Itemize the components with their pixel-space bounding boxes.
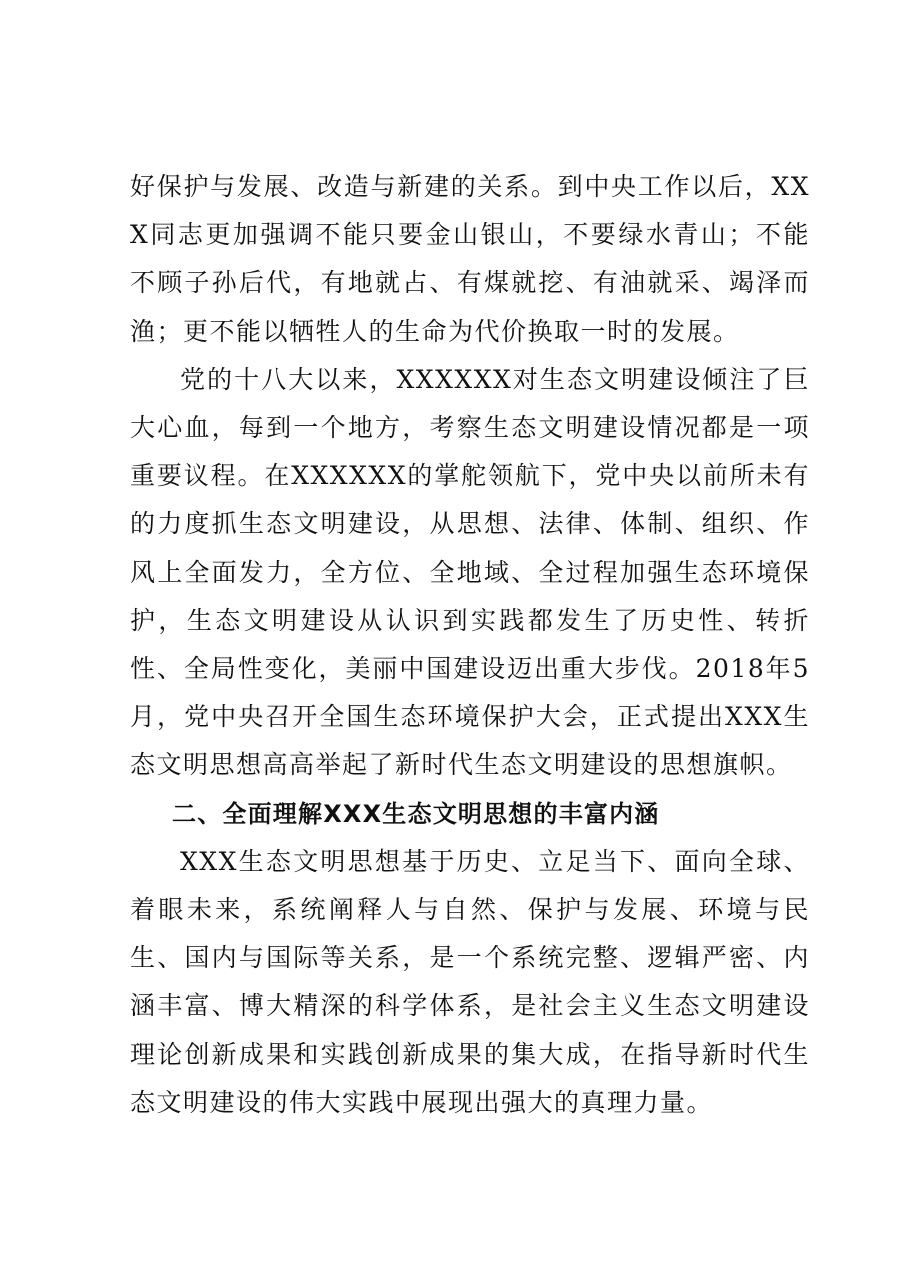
document-body <box>130 163 810 1127</box>
paragraph-continuation: 好保护与发展、改造与新建的关系。到中央工作以后，XXX同志更加强调不能只要金山银山，不要绿水青山；不能不顾子孙后代，有地就占、有煤就挖、有油就采、竭泽而渔；更不能以牺牲人的生命为代价换取一时的发展。 <box>130 172 810 346</box>
section-heading: 二、全面理解XXX生态文明思想的丰富内涵 <box>172 799 660 828</box>
paragraph-section-body: XXX生态文明思想基于历史、立足当下、面向全球、着眼未来，系统阐释人与自然、保护与发展、环境与民生、国内与国际等关系，是一个系统完整、逻辑严密、内涵丰富、博大精深的科学体系，是社会主义生态文明建设理论创新成果和实践创新成果的集大成，在指导新时代生态文明建设的伟大实践中展现出强大的真理力量。 <box>130 846 810 1117</box>
paragraph-eighteenth-congress: 党的十八大以来，XXXXXX对生态文明建设倾注了巨大心血，每到一个地方，考察生态文明建设情况都是一项重要议程。在XXXXXX的掌舵领航下，党中央以前所未有的力度抓生态文明建设，从思想、法律、体制、组织、作风上全面发力，全方位、全地域、全过程加强生态环境保护，生态文明建设从认识到实践都发生了历史性、转折性、全局性变化，美丽中国建设迈出重大步伐。2018年5月，党中央召开全国生态环境保护大会，正式提出XXX生态文明思想高高举起了新时代生态文明建设的思想旗帜。 <box>130 364 810 780</box>
